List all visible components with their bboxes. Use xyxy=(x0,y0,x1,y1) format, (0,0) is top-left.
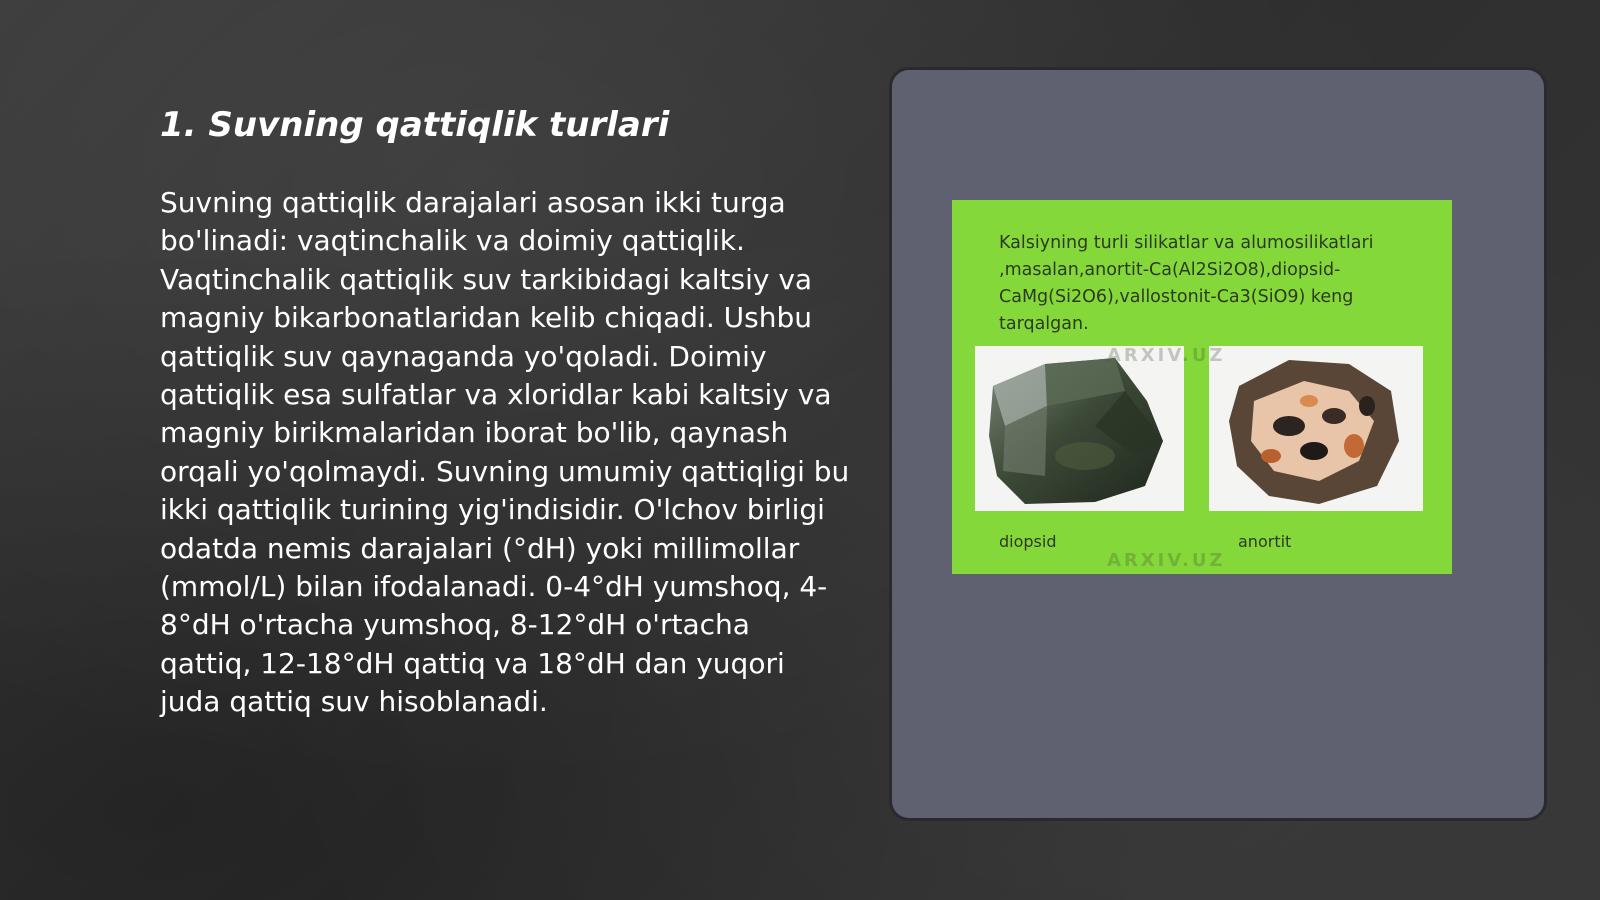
minerals-image xyxy=(952,200,1452,574)
anortit-caption: anortit xyxy=(1238,532,1292,551)
anortit-photo xyxy=(1209,346,1423,511)
diopsid-photo xyxy=(975,346,1184,511)
image-panel xyxy=(889,67,1547,821)
slide-body-text: Suvning qattiqlik darajalari asosan ikki turga bo'linadi: vaqtinchalik va doimiy qattiqlik. Vaqtinchalik qattiqlik suv tarkibidagi kaltsiy va magniy bikarbonatlaridan kelib chiqadi. Ushbu qattiqlik suv qaynaganda yo'qoladi. Doimiy qattiqlik esa sulfatlar va xloridlar kabi kaltsiy va magniy birikmalaridan iborat bo'lib, qaynash orqali yo'qolmaydi. Suvning umumiy qattiqligi bu ikki qattiqlik turining yig'indisidir. O'lchov birligi odatda nemis darajalari (°dH) yoki millimollar (mmol/L) bilan ifodalanadi. 0-4°dH yumshoq, 4-8°dH o'rtacha yumshoq, 8-12°dH o'rtacha qattiq, 12-18°dH qattiq va 18°dH dan yuqori juda qattiq suv hisoblanadi. xyxy=(160,186,850,719)
watermark: ARXIV.UZ xyxy=(1107,345,1226,366)
image-description-text: Kalsiyning turli silikatlar va alumosilikatlari ,masalan,anortit-Ca(Al2Si2O8),diopsid-CaMg(Si2O6),vallostonit-Ca3(SiO9) keng tarqalgan. xyxy=(999,233,1374,334)
slide-title: 1. Suvning qattiqlik turlari xyxy=(160,105,670,145)
diopsid-caption: diopsid xyxy=(999,532,1057,551)
watermark: ARXIV.UZ xyxy=(1107,550,1226,571)
